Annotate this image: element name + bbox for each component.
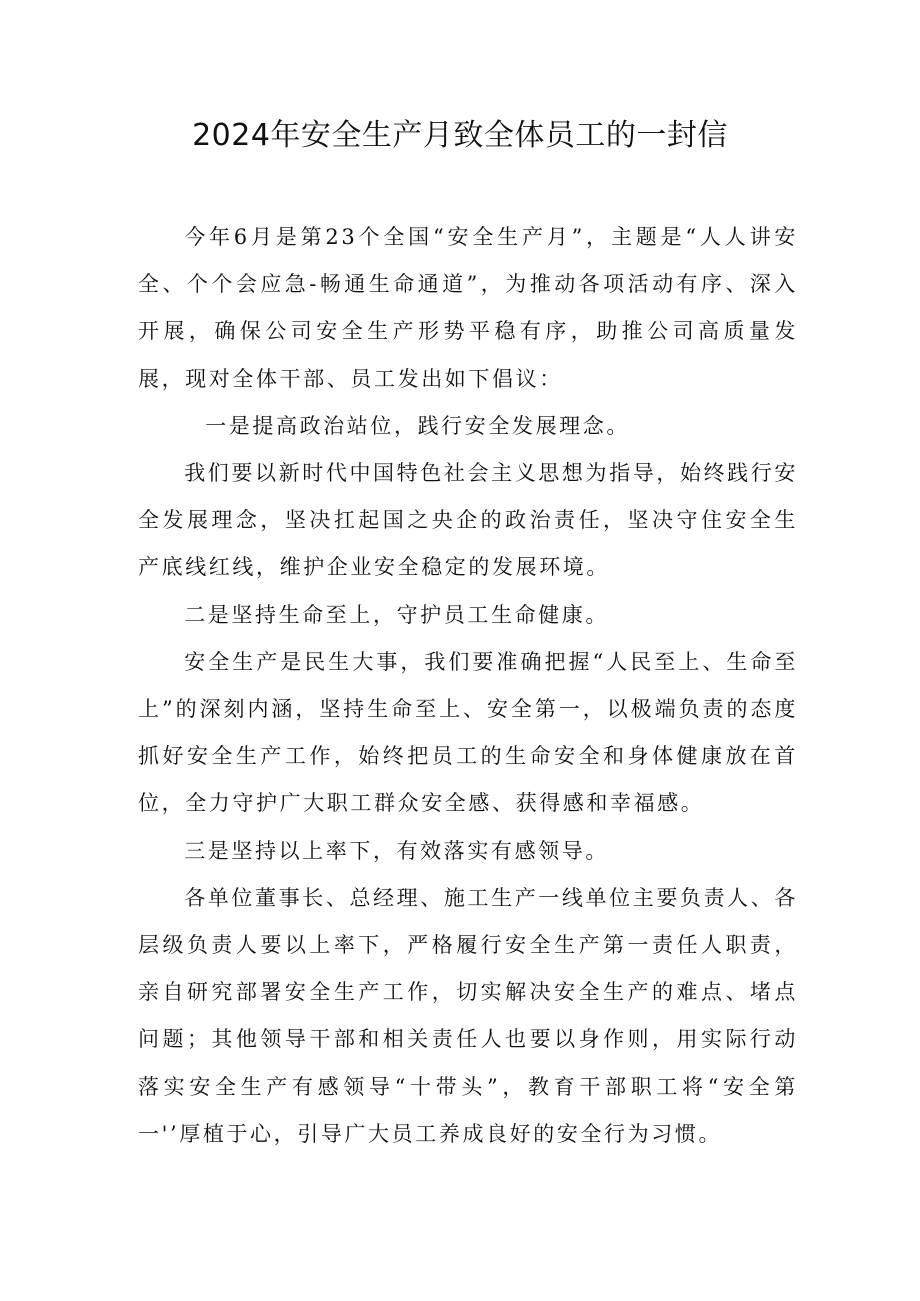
document-title: 2024年安全生产月致全体员工的一封信 bbox=[192, 118, 728, 153]
section-heading-1: 一是提高政治站位，践行安全发展理念。 bbox=[205, 413, 630, 438]
section-paragraph-1: 我们要以新时代中国特色社会主义思想为指导，始终践行安全发展理念，坚决扛起国之央企的政治责任，坚决守住安全生产底线红线，维护企业安全稳定的发展环境。 bbox=[138, 461, 798, 580]
section-heading-3: 三是坚持以上率下，有效落实有感领导。 bbox=[184, 838, 609, 863]
section-heading-2: 二是坚持生命至上，守护员工生命健康。 bbox=[184, 602, 609, 627]
section-paragraph-3: 各单位董事长、总经理、施工生产一线单位主要负责人、各层级负责人要以上率下，严格履行安全生产第一责任人职责，亲自研究部署安全生产工作，切实解决安全生产的难点、堵点问题；其他领导干部和相关责任人也要以身作则，用实际行动落实安全生产有感领导“十带头”，教育干部职工将“安全第一'’厚植于心，引导广大员工养成良好的安全行为习惯。 bbox=[138, 885, 798, 1146]
intro-paragraph: 今年6月是第23个全国“安全生产月”，主题是“人人讲安全、个个会应急-畅通生命通道”，为推动各项活动有序、深入开展，确保公司安全生产形势平稳有序，助推公司高质量发展，现对全体干部、员工发出如下倡议： bbox=[138, 225, 798, 391]
document-body bbox=[138, 214, 798, 1158]
section-paragraph-2: 安全生产是民生大事，我们要准确把握“人民至上、生命至上”的深刻内涵，坚持生命至上、安全第一，以极端负责的态度抓好安全生产工作，始终把员工的生命安全和身体健康放在首位，全力守护广大职工群众安全感、获得感和幸福感。 bbox=[138, 649, 798, 816]
